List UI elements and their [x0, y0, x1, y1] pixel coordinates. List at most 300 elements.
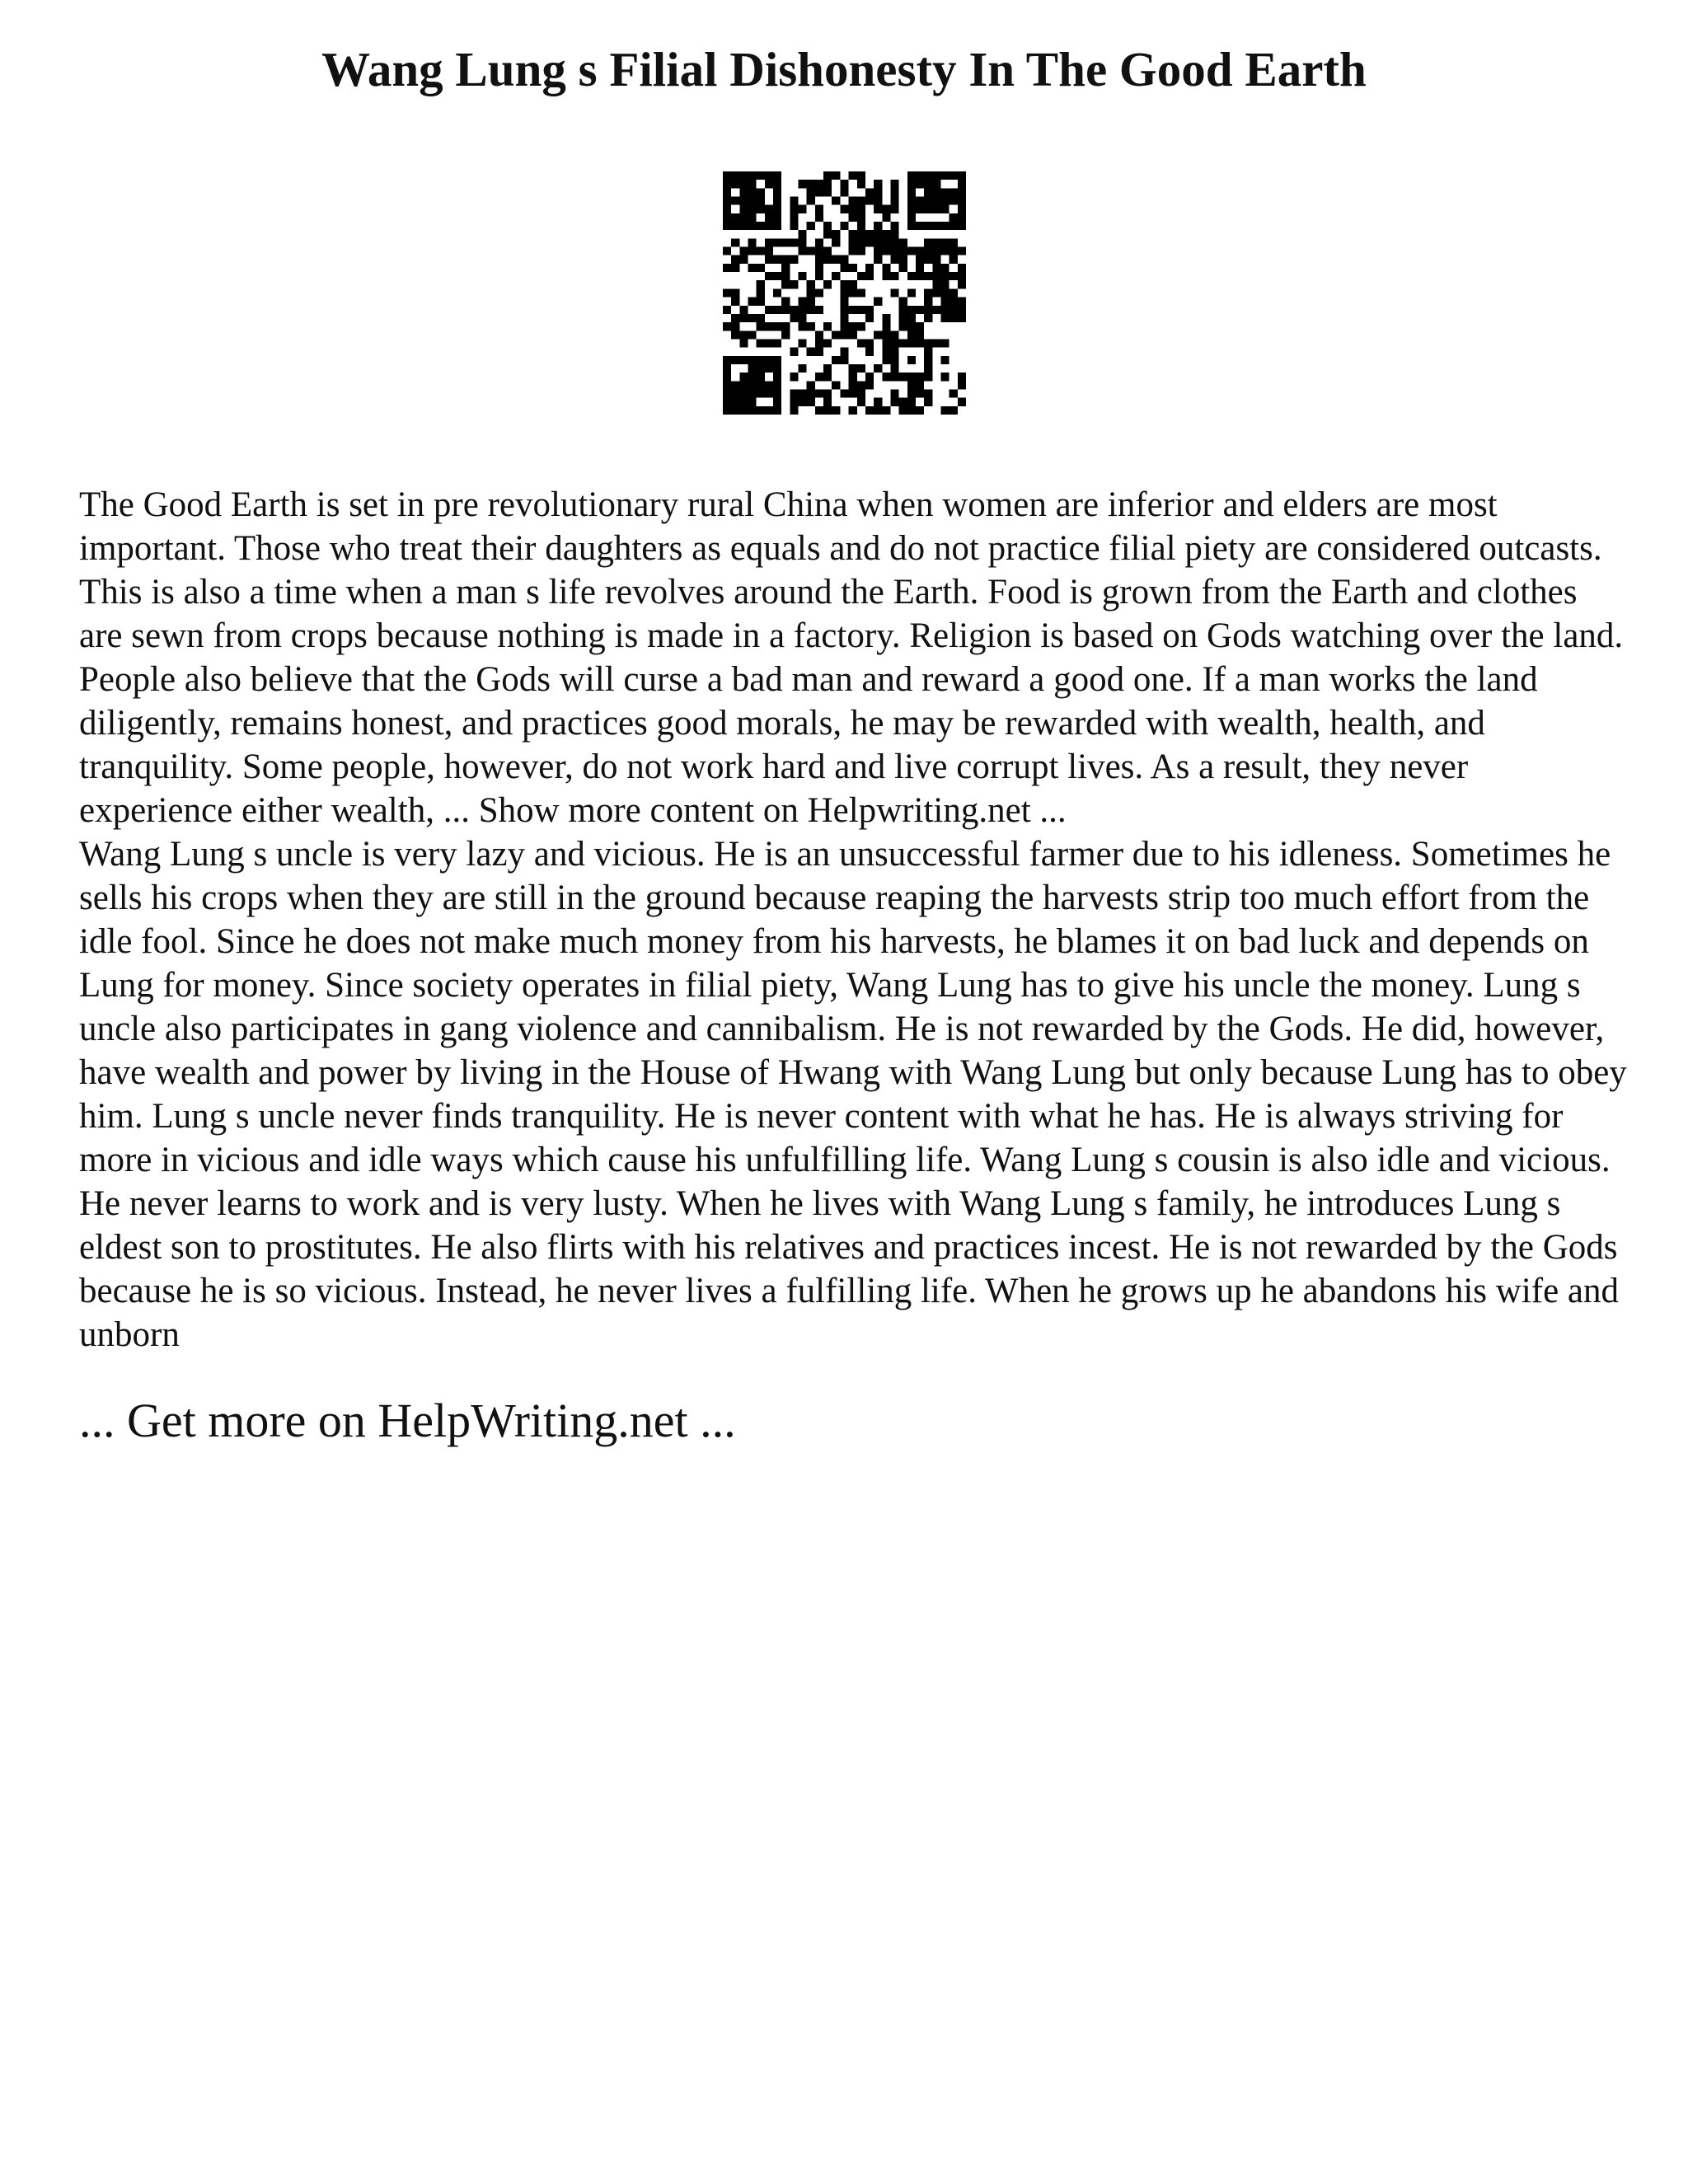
qr-module	[940, 188, 949, 196]
qr-module	[874, 255, 882, 264]
qr-module	[832, 238, 840, 246]
qr-module	[823, 398, 832, 406]
qr-module	[890, 238, 898, 246]
qr-module	[840, 188, 848, 196]
qr-module	[723, 364, 731, 373]
qr-module	[899, 322, 907, 330]
qr-module	[907, 398, 916, 406]
qr-module	[857, 205, 865, 213]
qr-module	[731, 255, 739, 264]
qr-module	[924, 298, 932, 306]
qr-module	[757, 364, 765, 373]
qr-module	[940, 171, 949, 180]
qr-module	[857, 306, 865, 314]
qr-module	[924, 247, 932, 255]
qr-module	[907, 373, 916, 381]
qr-module	[807, 322, 815, 330]
qr-module	[916, 197, 924, 205]
qr-module	[773, 255, 781, 264]
qr-module	[773, 272, 781, 280]
qr-module	[790, 373, 798, 381]
qr-module	[773, 389, 781, 397]
qr-module	[723, 389, 731, 397]
qr-module	[765, 247, 773, 255]
qr-module	[807, 381, 815, 389]
qr-module	[899, 314, 907, 322]
qr-module	[950, 288, 958, 297]
qr-module	[757, 205, 765, 213]
qr-module	[874, 222, 882, 230]
qr-module	[832, 381, 840, 389]
document-body	[79, 483, 1629, 1357]
qr-module	[849, 373, 857, 381]
qr-module	[890, 222, 898, 230]
qr-module	[823, 222, 832, 230]
qr-module	[773, 373, 781, 381]
qr-module	[723, 213, 731, 222]
qr-module	[799, 205, 807, 213]
get-more-link[interactable]: ... Get more on HelpWriting.net ...	[79, 1394, 736, 1447]
qr-module	[950, 171, 958, 180]
qr-module	[757, 356, 765, 364]
qr-module	[748, 356, 757, 364]
qr-module	[890, 180, 898, 188]
qr-module	[916, 222, 924, 230]
qr-module	[799, 180, 807, 188]
qr-module	[899, 255, 907, 264]
qr-module	[840, 180, 848, 188]
qr-module	[815, 288, 823, 297]
qr-module	[874, 197, 882, 205]
qr-module	[958, 264, 966, 272]
qr-module	[840, 389, 848, 397]
qr-module	[857, 339, 865, 347]
qr-module	[723, 197, 731, 205]
qr-module	[748, 238, 757, 246]
qr-module	[723, 322, 731, 330]
qr-module	[950, 314, 958, 322]
qr-module	[940, 298, 949, 306]
qr-module	[899, 298, 907, 306]
qr-module	[807, 197, 815, 205]
qr-module	[924, 272, 932, 280]
qr-module	[857, 389, 865, 397]
qr-module	[849, 171, 857, 180]
qr-module	[731, 197, 739, 205]
qr-module	[815, 339, 823, 347]
qr-module	[799, 389, 807, 397]
qr-module	[840, 314, 848, 322]
qr-module	[857, 213, 865, 222]
qr-module	[781, 264, 790, 272]
qr-module	[882, 314, 890, 322]
qr-module	[790, 280, 798, 288]
qr-module	[748, 171, 757, 180]
qr-module	[849, 230, 857, 238]
qr-module	[940, 264, 949, 272]
qr-module	[748, 398, 757, 406]
qr-module	[890, 330, 898, 339]
qr-module	[857, 171, 865, 180]
qr-module	[958, 280, 966, 288]
qr-module	[874, 230, 882, 238]
qr-module	[823, 171, 832, 180]
qr-module	[857, 222, 865, 230]
qr-module	[950, 255, 958, 264]
qr-module	[857, 381, 865, 389]
qr-module	[932, 339, 940, 347]
qr-module	[849, 381, 857, 389]
qr-module	[823, 406, 832, 415]
qr-module	[899, 264, 907, 272]
qr-module	[757, 298, 765, 306]
qr-module	[932, 288, 940, 297]
qr-module	[781, 322, 790, 330]
qr-module	[815, 213, 823, 222]
qr-module	[958, 213, 966, 222]
qr-module	[723, 381, 731, 389]
qr-module	[723, 406, 731, 415]
qr-module	[823, 230, 832, 238]
qr-module	[899, 373, 907, 381]
qr-module	[882, 238, 890, 246]
qr-module	[815, 255, 823, 264]
qr-module	[890, 348, 898, 356]
qr-module	[739, 381, 748, 389]
qr-module	[924, 171, 932, 180]
qr-module	[790, 255, 798, 264]
document-title: Wang Lung s Filial Dishonesty In The Good Earth	[321, 42, 1367, 96]
qr-module	[940, 205, 949, 213]
qr-module	[773, 213, 781, 222]
qr-module	[940, 373, 949, 381]
qr-module	[731, 381, 739, 389]
qr-module	[890, 230, 898, 238]
qr-module	[731, 298, 739, 306]
qr-module	[773, 238, 781, 246]
qr-module	[907, 188, 916, 196]
qr-module	[799, 272, 807, 280]
qr-module	[731, 180, 739, 188]
qr-module	[958, 247, 966, 255]
qr-module	[916, 247, 924, 255]
qr-module	[940, 288, 949, 297]
qr-module	[907, 330, 916, 339]
qr-module	[723, 247, 731, 255]
qr-module	[840, 205, 848, 213]
qr-module	[773, 339, 781, 347]
qr-module	[773, 205, 781, 213]
qr-module	[932, 247, 940, 255]
qr-module	[790, 205, 798, 213]
qr-module	[757, 188, 765, 196]
qr-module	[799, 364, 807, 373]
qr-module	[958, 171, 966, 180]
qr-module	[916, 306, 924, 314]
qr-module	[815, 306, 823, 314]
qr-module	[932, 238, 940, 246]
qr-module	[773, 406, 781, 415]
qr-module	[723, 222, 731, 230]
qr-module	[950, 272, 958, 280]
qr-module	[849, 288, 857, 297]
qr-module	[882, 406, 890, 415]
qr-module	[781, 306, 790, 314]
qr-module	[773, 288, 781, 297]
qr-module	[765, 389, 773, 397]
qr-module	[781, 272, 790, 280]
qr-module	[874, 238, 882, 246]
qr-module	[840, 255, 848, 264]
qr-module	[865, 264, 874, 272]
qr-module	[916, 171, 924, 180]
qr-module	[807, 188, 815, 196]
qr-module	[832, 406, 840, 415]
qr-module	[823, 180, 832, 188]
qr-module	[731, 314, 739, 322]
qr-module	[907, 381, 916, 389]
qr-module	[739, 356, 748, 364]
qr-module	[757, 322, 765, 330]
qr-module	[757, 373, 765, 381]
qr-module	[765, 322, 773, 330]
qr-module	[799, 314, 807, 322]
qr-module	[849, 364, 857, 373]
qr-module	[748, 264, 757, 272]
qr-module	[731, 406, 739, 415]
qr-module	[739, 247, 748, 255]
qr-module	[832, 255, 840, 264]
qr-module	[924, 364, 932, 373]
qr-module	[757, 314, 765, 322]
qr-module	[739, 406, 748, 415]
qr-module	[773, 180, 781, 188]
qr-module	[840, 288, 848, 297]
qr-module	[882, 356, 890, 364]
qr-module	[799, 298, 807, 306]
qr-module	[773, 356, 781, 364]
qr-module	[823, 255, 832, 264]
qr-module	[890, 373, 898, 381]
qr-module	[940, 222, 949, 230]
qr-module	[781, 280, 790, 288]
qr-module	[950, 222, 958, 230]
qr-module	[731, 398, 739, 406]
qr-module	[874, 247, 882, 255]
qr-module	[932, 264, 940, 272]
qr-module	[932, 197, 940, 205]
qr-module	[739, 306, 748, 314]
qr-module	[807, 288, 815, 297]
qr-module	[723, 398, 731, 406]
qr-module	[748, 298, 757, 306]
qr-module	[840, 264, 848, 272]
qr-module	[882, 322, 890, 330]
qr-module	[815, 348, 823, 356]
qr-module	[723, 373, 731, 381]
qr-module	[823, 364, 832, 373]
qr-module	[815, 264, 823, 272]
qr-module	[890, 255, 898, 264]
qr-module	[815, 389, 823, 397]
qr-module	[865, 373, 874, 381]
qr-module	[890, 197, 898, 205]
qr-module	[748, 406, 757, 415]
qr-module	[950, 238, 958, 246]
qr-module	[932, 306, 940, 314]
qr-module	[765, 205, 773, 213]
qr-module	[924, 398, 932, 406]
qr-module	[950, 406, 958, 415]
qr-module	[757, 406, 765, 415]
qr-module	[723, 288, 731, 297]
qr-module	[890, 288, 898, 297]
qr-module	[765, 213, 773, 222]
qr-module	[865, 339, 874, 347]
qr-module	[849, 205, 857, 213]
qr-module	[857, 398, 865, 406]
qr-module	[857, 197, 865, 205]
qr-module	[916, 255, 924, 264]
qr-module	[765, 272, 773, 280]
qr-module	[739, 339, 748, 347]
qr-module	[849, 306, 857, 314]
qr-module	[840, 330, 848, 339]
qr-module	[790, 314, 798, 322]
qr-module	[924, 373, 932, 381]
qr-module	[958, 197, 966, 205]
qr-module	[849, 264, 857, 272]
qr-module	[890, 389, 898, 397]
qr-module	[899, 238, 907, 246]
qr-module	[907, 205, 916, 213]
qr-module	[890, 398, 898, 406]
qr-module	[932, 188, 940, 196]
qr-module	[865, 197, 874, 205]
qr-module	[950, 389, 958, 397]
qr-module	[832, 272, 840, 280]
qr-module	[849, 238, 857, 246]
qr-module	[757, 339, 765, 347]
qr-module	[748, 373, 757, 381]
qr-module	[857, 364, 865, 373]
qr-module	[840, 348, 848, 356]
qr-module	[823, 188, 832, 196]
qr-module	[840, 356, 848, 364]
qr-module	[731, 238, 739, 246]
qr-module	[882, 213, 890, 222]
qr-module	[739, 314, 748, 322]
qr-module	[890, 272, 898, 280]
qr-module	[865, 306, 874, 314]
qr-module	[907, 213, 916, 222]
qr-module	[757, 247, 765, 255]
qr-module	[739, 180, 748, 188]
qr-module	[739, 213, 748, 222]
qr-module	[790, 406, 798, 415]
qr-module	[958, 272, 966, 280]
qr-module	[765, 180, 773, 188]
qr-module	[958, 398, 966, 406]
qr-module	[815, 238, 823, 246]
qr-module	[882, 230, 890, 238]
qr-module	[807, 180, 815, 188]
qr-module	[832, 171, 840, 180]
qr-module	[765, 381, 773, 389]
qr-module	[739, 205, 748, 213]
qr-module	[823, 322, 832, 330]
qr-module	[882, 348, 890, 356]
qr-module	[739, 255, 748, 264]
qr-module	[890, 188, 898, 196]
body-paragraph: The Good Earth is set in pre revolutionary rural China when women are inferior and elders are most important. Those who treat their daughters as equals and do not practice filial piety are considered outcasts. This is also a time when a man s life revolves around the Earth. Food is grown from the Earth and clothes are sewn from crops because nothing is made in a factory. Religion is based on Gods watching over the land. People also believe that the Gods will curse a bad man and reward a good one. If a man works the land diligently, remains honest, and practices good morals, he may be rewarded with wealth, health, and tranquility. Some people, however, do not work hard and live corrupt lives. As a result, they never experience either wealth, ... Show more content on Helpwriting.net ...	[79, 485, 1624, 830]
qr-module	[907, 180, 916, 188]
qr-module	[916, 272, 924, 280]
qr-module	[882, 247, 890, 255]
qr-module	[916, 330, 924, 339]
qr-module	[823, 373, 832, 381]
qr-module	[924, 356, 932, 364]
qr-module	[781, 298, 790, 306]
qr-module	[790, 213, 798, 222]
qr-module	[916, 381, 924, 389]
qr-module	[781, 255, 790, 264]
qr-module	[790, 222, 798, 230]
qr-module	[849, 406, 857, 415]
qr-module	[849, 197, 857, 205]
qr-module	[773, 188, 781, 196]
qr-module	[799, 230, 807, 238]
qr-module	[874, 330, 882, 339]
qr-module	[940, 306, 949, 314]
qr-module	[890, 339, 898, 347]
qr-module	[815, 247, 823, 255]
qr-module	[731, 389, 739, 397]
qr-module	[748, 389, 757, 397]
qr-module	[924, 348, 932, 356]
qr-module	[739, 188, 748, 196]
qr-module	[823, 339, 832, 347]
qr-module	[916, 373, 924, 381]
qr-module	[757, 288, 765, 297]
qr-module	[799, 398, 807, 406]
qr-module	[731, 213, 739, 222]
qr-module	[940, 406, 949, 415]
qr-module	[731, 356, 739, 364]
qr-module	[757, 171, 765, 180]
qr-module	[773, 398, 781, 406]
qr-module	[739, 222, 748, 230]
qr-module	[874, 188, 882, 196]
qr-module	[773, 364, 781, 373]
qr-module	[865, 314, 874, 322]
qr-module	[731, 171, 739, 180]
qr-module	[815, 406, 823, 415]
qr-module	[940, 339, 949, 347]
qr-module	[723, 171, 731, 180]
qr-module	[807, 280, 815, 288]
qr-module	[940, 356, 949, 364]
qr-module	[723, 356, 731, 364]
qr-module	[739, 171, 748, 180]
qr-module	[874, 398, 882, 406]
qr-module	[907, 406, 916, 415]
qr-module	[757, 222, 765, 230]
qr-module	[731, 322, 739, 330]
qr-module	[857, 272, 865, 280]
qr-module	[890, 364, 898, 373]
qr-module	[739, 373, 748, 381]
